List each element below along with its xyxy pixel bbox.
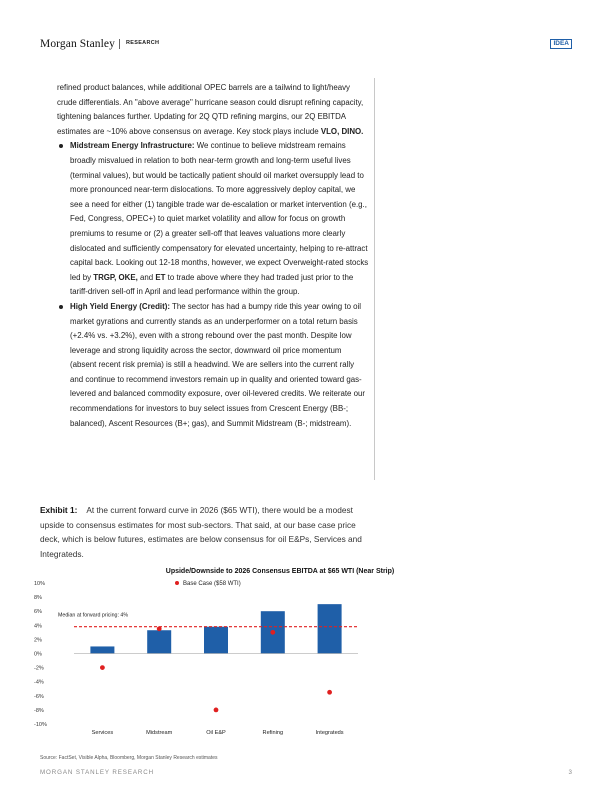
exhibit-caption bbox=[40, 503, 370, 561]
bullet-text: to trade above where they had traded just prior to the tariff-driven sell-off in April and lead performance within the group. bbox=[70, 272, 354, 297]
footer-label: MORGAN STANLEY RESEARCH bbox=[40, 769, 154, 776]
chart bbox=[28, 574, 368, 744]
bar bbox=[147, 630, 171, 653]
bullet-text: We continue to believe midstream remains broadly misvalued in relation to both near-term growth and long-term useful lives (terminal values), but would be tactically patient should oil market oversupply lead to more pronounced near-term dislocations. To more aggressively deploy capital, we see a need for either (1) tangible trade war de-escalation or market intervention (e.g., Fed, Congress, OPEC+) to quiet market volatility and allow for focus on growth premiums to resume or (2) a greater sell-off that leaves valuations more clearly dislocated and sufficiently compensatory for elevated uncertainty, helping to re-attract capital back. Looking out 12-18 months, however, we expect Overweight-rated stocks led by bbox=[70, 141, 369, 282]
page-header bbox=[40, 38, 572, 54]
x-tick-label: Integrateds bbox=[315, 730, 344, 736]
page-number: 3 bbox=[568, 769, 572, 776]
x-tick-label: Services bbox=[91, 730, 114, 736]
y-tick-label: -10% bbox=[34, 722, 47, 728]
y-tick-label: 6% bbox=[34, 609, 42, 616]
y-tick-label: -4% bbox=[34, 679, 44, 686]
base-case-dot bbox=[327, 690, 332, 695]
refining-paragraph bbox=[57, 81, 369, 139]
exhibit-text: At the current forward curve in 2026 ($65 WTI), there would be a modest upside to consensus estimates for most sub-sectors. That said, at our base case price deck, which is below futures, estimates are below consensus for oil E&Ps, Services and Integrateds. bbox=[40, 505, 362, 559]
exhibit-label: Exhibit 1: bbox=[40, 505, 78, 515]
y-tick-label: -6% bbox=[34, 693, 44, 700]
base-case-dot bbox=[100, 665, 105, 670]
y-tick-label: 4% bbox=[34, 623, 42, 630]
bullet-high-yield bbox=[57, 300, 369, 431]
y-tick-label: -8% bbox=[34, 707, 44, 714]
brand-research-label: RESEARCH bbox=[126, 40, 160, 46]
legend-label: Base Case ($58 WTI) bbox=[183, 581, 241, 587]
y-tick-label: -2% bbox=[34, 665, 44, 672]
refining-text: refined product balances, while additional OPEC barrels are a tailwind to light/heavy crude differentials. An "above average" hurricane season could disrupt refining capacity, tightening balances further. Updating for 2Q QTD refining margins, our 2Q EBITDA estimates are ~10% above consensus on average. Key stock plays include bbox=[57, 83, 364, 136]
column-divider bbox=[374, 78, 375, 480]
body-text bbox=[57, 81, 369, 431]
bullet-text: and bbox=[137, 272, 156, 282]
x-tick-label: Midstream bbox=[146, 730, 173, 736]
bar bbox=[318, 604, 342, 653]
chart-title: Upside/Downside to 2026 Consensus EBITDA at $65 WTI (Near Strip) bbox=[165, 568, 395, 575]
y-tick-label: 0% bbox=[34, 651, 42, 658]
bullet-lead: Midstream Energy Infrastructure: bbox=[70, 141, 195, 151]
bullet-text: The sector has had a bumpy ride this year owing to oil market gyrations and currently stands as an underperformer on a total return basis (+2.4% vs. +3.2%), even with a strong rebound over the past month. Despite low leverage and strong liquidity across the sector, downward oil price momentum (absent recent risk premia) is still a headwind. We are sellers into the current rally and continue to recommend investors remain up in quality and oriented toward gas-levered and balanced commodity exposure, over oil-levered credits. We reiterate our recommendations for investors to buy select issues from Crescent Energy (BB-; balanced), Ascent Resources (B+; gas), and Summit Midstream (B-; midstream). bbox=[70, 301, 366, 428]
base-case-dot bbox=[214, 708, 219, 713]
base-case-dot bbox=[270, 630, 275, 635]
median-label: Median at forward pricing: 4% bbox=[58, 612, 129, 619]
y-tick-label: 10% bbox=[34, 581, 46, 587]
x-tick-label: Oil E&P bbox=[206, 730, 226, 736]
y-tick-label: 2% bbox=[34, 637, 42, 644]
idea-tag: IDEA bbox=[550, 39, 572, 49]
brand-divider bbox=[119, 39, 120, 49]
bullet-bold-text: TRGP, OKE, bbox=[93, 272, 138, 282]
refining-stock-plays: VLO, DINO. bbox=[320, 126, 364, 136]
x-tick-label: Refining bbox=[262, 730, 284, 736]
bullet-icon bbox=[59, 305, 63, 309]
y-tick-label: 8% bbox=[34, 595, 42, 602]
bar bbox=[90, 646, 114, 653]
base-case-dot bbox=[157, 626, 162, 631]
bar bbox=[204, 627, 228, 654]
source-note: Source: FactSet, Visible Alpha, Bloomberg, Morgan Stanley Research estimates bbox=[40, 755, 218, 761]
bullet-lead: High Yield Energy (Credit): bbox=[70, 301, 170, 311]
brand-logo: Morgan Stanley bbox=[40, 38, 115, 50]
bullet-bold-text: ET bbox=[155, 272, 166, 282]
bullet-icon bbox=[59, 144, 63, 148]
bullet-midstream bbox=[57, 139, 369, 300]
